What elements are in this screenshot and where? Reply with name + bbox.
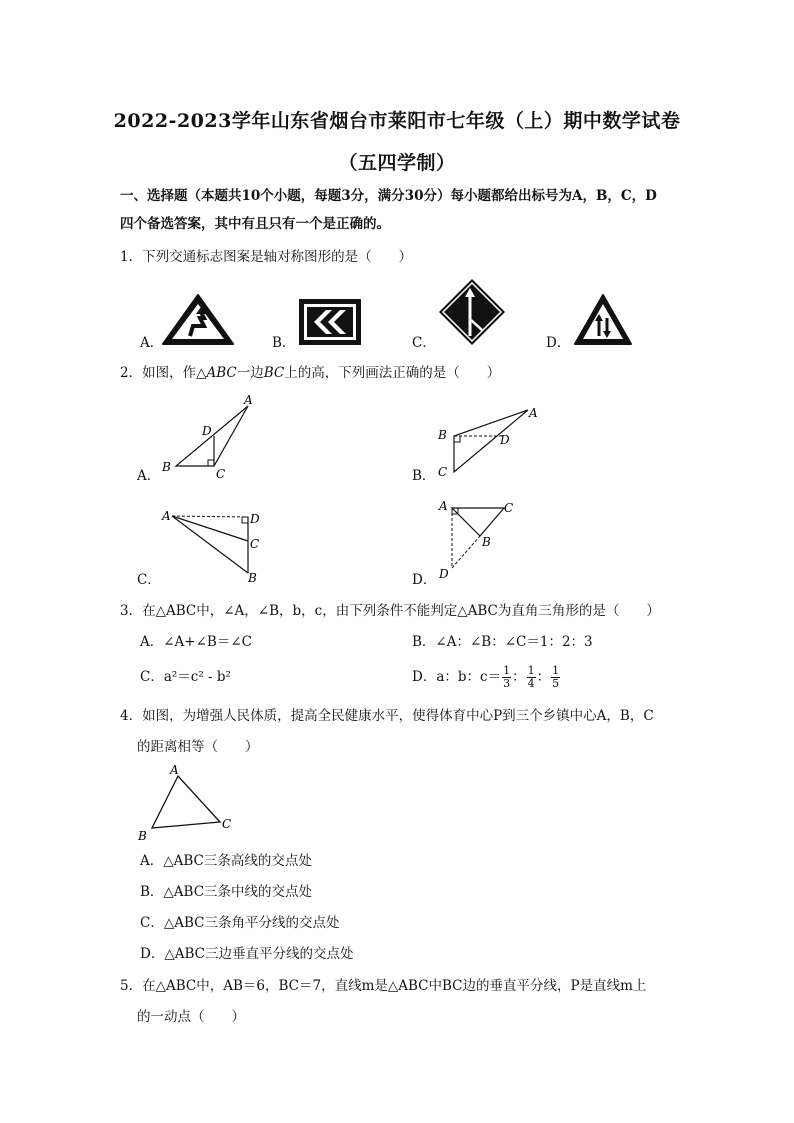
q4-option-b: B．△ABC三条中线的交点处: [140, 884, 313, 900]
q1-option-d-label: D．: [546, 335, 571, 351]
q4-option-a: A．△ABC三条高线的交点处: [140, 853, 312, 869]
section-header-line2: 四个备选答案，其中有且只有一个是正确的。: [120, 216, 390, 232]
q2a-point-b: B: [162, 460, 171, 474]
q4-stem-line1: 4．如图，为增强人民体质，提高全民健康水平，使得体育中心P到三个乡镇中心A，B，C: [120, 708, 654, 724]
q2-figure-a: [150, 392, 270, 482]
q4-stem-line2: 的距离相等（ ）: [137, 739, 259, 755]
q2c-point-c: C: [250, 537, 260, 551]
q2c-point-d: D: [250, 512, 260, 526]
q2-option-b-label: B．: [412, 468, 436, 484]
q1-option-c-label: C．: [412, 335, 436, 351]
q4-option-c: C．△ABC三条角平分线的交点处: [140, 915, 340, 931]
q2b-point-c: C: [438, 465, 448, 479]
q2-figure-c: [158, 505, 268, 587]
q2a-point-c: C: [216, 467, 226, 481]
exam-title: 2022-2023学年山东省烟台市莱阳市七年级（上）期中数学试卷: [113, 110, 681, 132]
q2-stem: 2．如图，作△ABC一边BC上的高，下列画法正确的是（ ）: [120, 365, 501, 381]
q2-option-c-label: C．: [137, 572, 161, 588]
q2b-point-d: D: [500, 433, 510, 447]
q5-stem-line1: 5．在△ABC中，AB＝6，BC＝7，直线m是△ABC中BC边的垂直平分线，P是直线m上: [120, 978, 647, 994]
q4-point-a: A: [170, 763, 179, 777]
q2d-point-d: D: [439, 567, 449, 581]
q3-option-b: B．∠A：∠B：∠C＝1：2：3: [412, 634, 593, 650]
q3-frac-3: $\frac{1}{5}$: [552, 664, 560, 690]
q2-figure-b: [430, 398, 550, 482]
q3-frac-2: $\frac{1}{4}$: [527, 664, 535, 690]
q2-option-d-label: D．: [412, 572, 437, 588]
q5-stem-line2: 的一动点（ ）: [137, 1009, 245, 1025]
q2a-point-a: A: [244, 393, 253, 407]
q2c-point-b: B: [248, 571, 257, 585]
q2b-point-a: A: [529, 406, 538, 420]
q4-point-b: B: [138, 829, 147, 843]
q4-triangle-figure: [132, 760, 242, 846]
q2d-point-c: C: [504, 501, 514, 515]
q4-option-d: D．△ABC三边垂直平分线的交点处: [140, 946, 354, 962]
q1-sign-a-curve-warning-icon: [160, 292, 236, 348]
exam-subtitle: （五四学制）: [338, 152, 456, 174]
q3-option-d: D．a：b：c＝ $\frac{1}{3}$ ： $\frac{1}{4}$ ： $\frac{1}{5}$: [412, 664, 560, 690]
q1-stem: 1．下列交通标志图案是轴对称图形的是（ ）: [120, 249, 413, 265]
q1-sign-c-merge-icon: [438, 278, 506, 346]
q2-option-a-label: A．: [137, 468, 161, 484]
q2d-point-b: B: [482, 535, 491, 549]
q1-option-a-label: A．: [140, 335, 164, 351]
q3-option-a: A．∠A+∠B＝∠C: [140, 634, 252, 650]
q2b-point-b: B: [438, 428, 447, 442]
q2-figure-d: [434, 496, 524, 584]
q1-sign-b-chevron-icon: [298, 298, 362, 346]
q1-option-b-label: B．: [272, 335, 296, 351]
q2d-point-a: A: [439, 499, 448, 513]
q2c-point-a: A: [162, 509, 171, 523]
q2a-point-d: D: [202, 424, 212, 438]
q3-frac-1: $\frac{1}{3}$: [503, 664, 511, 690]
q3-stem: 3．在△ABC中，∠A，∠B，b，c，由下列条件不能判定△ABC为直角三角形的是（ ）: [120, 603, 660, 619]
section-header-line1: 一、选择题（本题共10个小题，每题3分，满分30分）每小题都给出标号为A，B，C，D: [120, 188, 657, 204]
q1-sign-d-two-way-icon: [572, 292, 634, 348]
q4-point-c: C: [222, 817, 232, 831]
q3-option-c: C．a²＝c² - b²: [140, 669, 231, 685]
